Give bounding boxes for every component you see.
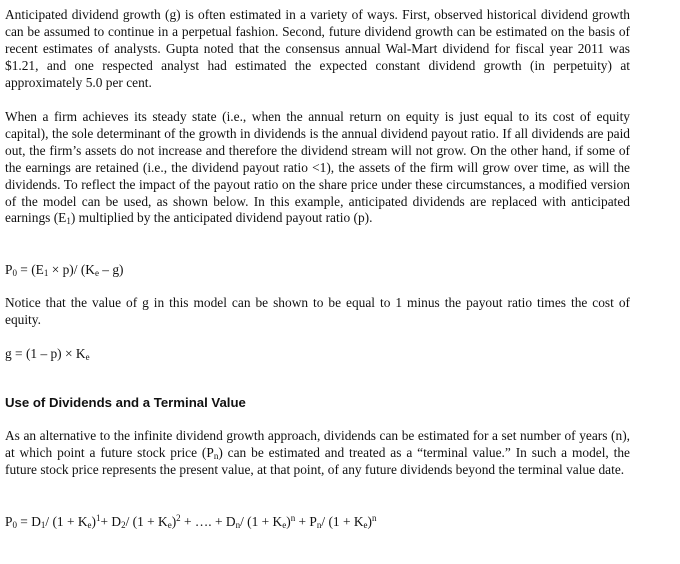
paragraph-growth-note: Notice that the value of g in this model can be shown to be equal to 1 minus the payout ratio times the cost of equity. [5,295,630,327]
paragraph-terminal-value: As an alternative to the infinite dividend growth approach, dividends can be estimated for a set number of years (n), at which point a future stock price $(P_n)$ can be estimated and treated as a “terminal value.” In such a model, the future stock price represents the present value, at that point, of any future dividends beyond the terminal value date. [5,428,631,477]
section-heading: Use of Dividends and a Terminal Value [5,395,246,410]
paragraph-dividend-growth-estimation: Anticipated dividend growth (g) is often estimated in a variety of ways. First, observed historical dividend growth can be assumed to continue in a perpetual fashion. Second, future dividend growth can be estimated on the basis of recent estimates of analysts. Gupta noted that the consensus annual Wal-Mart dividend for fiscal year 2011 was $1.21, and one respected analyst had estimated the expected constant dividend growth (in perpetuity) at approximately 5.0 per cent. [5,7,630,90]
paragraph-steady-state [5,109,630,227]
paragraph-steady-state-text-b: ) multiplied by the anticipated dividend payout ratio (p). [70,210,373,226]
paragraph-steady-state-text-a: When a firm achieves its steady state (i.e., when the annual return on equity is just equal to its cost of equity capital), the sole determinant of the growth in dividends is the annual dividend payout ratio. If all dividends are paid out, the firm’s assets do not increase and therefore the dividend stream will not grow. On the other hand, if some of the earnings are retained (i.e., the dividend payout ratio <1), the assets of the firm will grow over time, as will the dividends. To reflect the impact of the payout ratio on the share price under these circumstances, a modified version of the model can be used, as shown below. In this example, anticipated dividends are replaced with anticipated earnings (E [5,109,630,226]
equation-price-payout: $P_0 = (E_1 \times p)/$ $(K_e - g)$ [5,262,124,278]
earnings-subscript: 1 [66,216,71,227]
equation-terminal-value: $P_0 = D_1/$ $(1 + K_e)^1+ D_2/$ $(1 + K_e)^2$ + …. + $D_n/$ $(1 + K_e)^n + P_n/$ $(1 + K_e)^n$ [5,513,377,530]
equation-growth: $g = (1 - p) \times K_e$ [5,346,90,362]
